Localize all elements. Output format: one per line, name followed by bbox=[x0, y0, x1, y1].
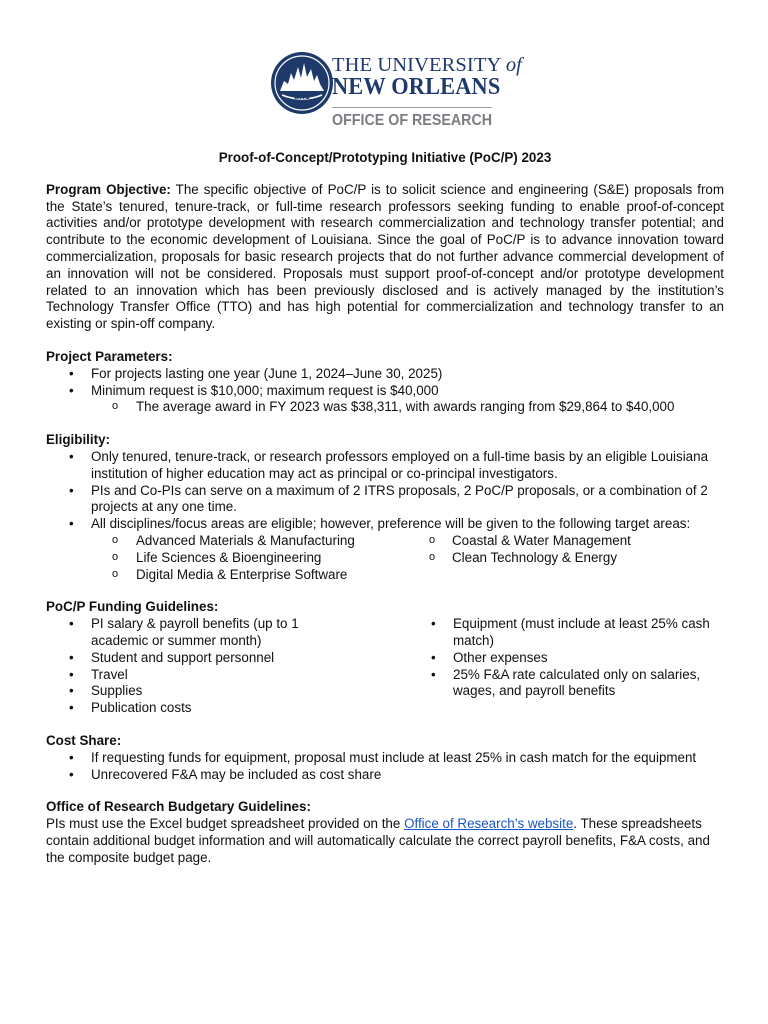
project-parameters-section bbox=[46, 349, 724, 416]
university-logo bbox=[270, 51, 522, 135]
section-heading: Cost Share: bbox=[46, 732, 122, 748]
list-item: • PI salary & payroll benefits (up to 1 academic or summer month) bbox=[46, 616, 408, 650]
target-area-item: o Clean Technology & Energy bbox=[408, 550, 658, 567]
list-item: • 25% F&A rate calculated only on salaries, wages, and payroll benefits bbox=[408, 667, 724, 701]
eligibility-section bbox=[46, 432, 724, 583]
section-heading: PoC/P Funding Guidelines: bbox=[46, 599, 219, 615]
sub-list-item: o The average award in FY 2023 was $38,311, with awards ranging from $29,864 to $40,000 bbox=[91, 399, 724, 416]
uno-seal-icon bbox=[270, 51, 334, 115]
list-item: • If requesting funds for equipment, proposal must include at least 25% in cash match for the equipment bbox=[46, 750, 724, 767]
svg-text:uno: uno bbox=[293, 91, 311, 101]
list-item: • Supplies bbox=[46, 683, 408, 700]
list-item: • Minimum request is $10,000; maximum request is $40,000 bbox=[46, 383, 724, 400]
list-item: • PIs and Co-PIs can serve on a maximum of 2 ITRS proposals, 2 PoC/P proposals, or a combination of 2 projects at any one time. bbox=[46, 483, 724, 517]
university-name-line1: THE UNIVERSITY of bbox=[332, 54, 522, 76]
program-objective bbox=[46, 182, 724, 333]
objective-text: The specific objective of PoC/P is to solicit science and engineering (S&E) proposals from the State’s tenured, tenure-track, or full-time research professors seeking funding to enable proof-of-concept activities and/or prototype development with research commercialization and technology transfer potential; and contribute to the economic development of Louisiana. Since the goal of PoC/P is to advance innovation toward commercialization, proposals for basic research projects that do not further advance commercial development of an innovation will not be considered. Proposals must support proof-of-concept and/or prototype development related to an innovation which has been previously disclosed and is actively managed by the institution’s Technology Transfer Office (TTO) and has high potential for commercialization and technology transfer to an existing or spin-off company. bbox=[46, 181, 725, 332]
list-item: • Equipment (must include at least 25% cash match) bbox=[408, 616, 724, 650]
university-name-line2: NEW ORLEANS bbox=[332, 74, 501, 100]
section-heading: Eligibility: bbox=[46, 432, 110, 448]
list-item: • Student and support personnel bbox=[46, 650, 408, 667]
objective-label: Program Objective: bbox=[46, 181, 171, 197]
list-item: • Only tenured, tenure-track, or research professors employed on a full-time basis by an eligible Louisiana institution of higher education may act as principal or co-principal investigators. bbox=[46, 449, 724, 483]
funding-list-right bbox=[408, 616, 724, 717]
list-item: • Unrecovered F&A may be included as cost share bbox=[46, 767, 724, 784]
logo-divider bbox=[332, 107, 492, 108]
section-heading: Office of Research Budgetary Guidelines: bbox=[46, 799, 311, 815]
list-item: • Other expenses bbox=[408, 650, 724, 667]
target-area-item: o Coastal & Water Management bbox=[408, 533, 658, 550]
cost-share-section bbox=[46, 733, 724, 783]
list-item: • Travel bbox=[46, 667, 408, 684]
target-area-item: o Digital Media & Enterprise Software bbox=[46, 567, 408, 584]
target-area-item: o Life Sciences & Bioengineering bbox=[46, 550, 408, 567]
list-item: • For projects lasting one year (June 1, 2024–June 30, 2025) bbox=[46, 366, 724, 383]
budget-text: PIs must use the Excel budget spreadsheet provided on the Office of Research’s website. These spreadsheets contain additional budget information and will automatically calculate the correct payroll benefits, F&A costs, and the composite budget page. bbox=[46, 816, 710, 865]
budget-guidelines-section bbox=[46, 799, 724, 866]
funding-guidelines-section bbox=[46, 599, 724, 717]
list-item: • All disciplines/focus areas are eligible; however, preference will be given to the following target areas: bbox=[46, 516, 724, 533]
funding-list-left bbox=[46, 616, 408, 717]
target-area-item: o Advanced Materials & Manufacturing bbox=[46, 533, 408, 550]
target-areas bbox=[46, 533, 724, 583]
office-name: OFFICE OF RESEARCH bbox=[332, 112, 493, 129]
office-of-research-website-link[interactable]: Office of Research’s website bbox=[404, 816, 574, 832]
document-body bbox=[46, 150, 724, 866]
section-heading: Project Parameters: bbox=[46, 348, 173, 364]
list-item: • Publication costs bbox=[46, 700, 408, 717]
document-title: Proof-of-Concept/Prototyping Initiative (PoC/P) 2023 bbox=[218, 150, 552, 165]
